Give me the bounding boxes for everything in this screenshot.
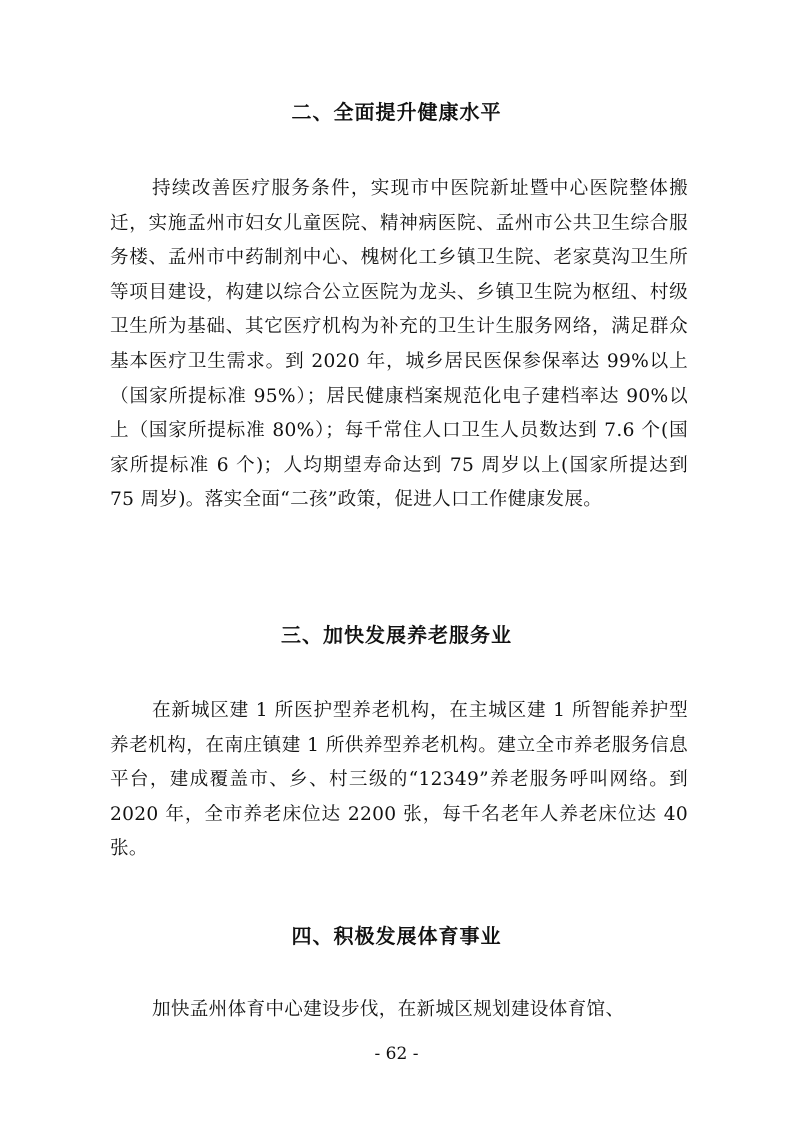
section-paragraph-elderly-care: 在新城区建 1 所医护型养老机构，在主城区建 1 所智能养护型养老机构，在南庄镇建 1 所供养型养老机构。建立全市养老服务信息平台，建成覆盖市、乡、村三级的“12349”养老服务呼叫网络。到 2020 年，全市养老床位达 2200 张，每千名老年人养老床位达 40 张。 <box>110 700 688 860</box>
section-paragraph-sports: 加快孟州体育中心建设步伐，在新城区规划建设体育馆、 <box>152 999 625 1020</box>
section-paragraph-health: 持续改善医疗服务条件，实现市中医院新址暨中心医院整体搬迁，实施孟州市妇女儿童医院、精神病医院、孟州市公共卫生综合服务楼、孟州市中药制剂中心、槐树化工乡镇卫生院、老家莫沟卫生所等项目建设，构建以综合公立医院为龙头、乡镇卫生院为枢纽、村级卫生所为基础、其它医疗机构为补充的卫生计生服务网络，满足群众基本医疗卫生需求。到 2020 年，城乡居民医保参保率达 99%以上（国家所提标准 95%）；居民健康档案规范化电子建档率达 90%以上（国家所提标准 80%）；每千常住人口卫生人员数达到 7.6 个(国家所提标准 6 个)；人均期望寿命达到 75 周岁以上(国家所提达到 75 周岁)。落实全面“二孩”政策，促进人口工作健康发展。 <box>110 178 688 511</box>
section-heading-elderly-care: 三、加快发展养老服务业 <box>281 623 512 647</box>
page-number: - 62 - <box>374 1044 419 1064</box>
section-heading-sports: 四、积极发展体育事业 <box>291 924 502 948</box>
section-heading-health: 二、全面提升健康水平 <box>291 100 502 124</box>
